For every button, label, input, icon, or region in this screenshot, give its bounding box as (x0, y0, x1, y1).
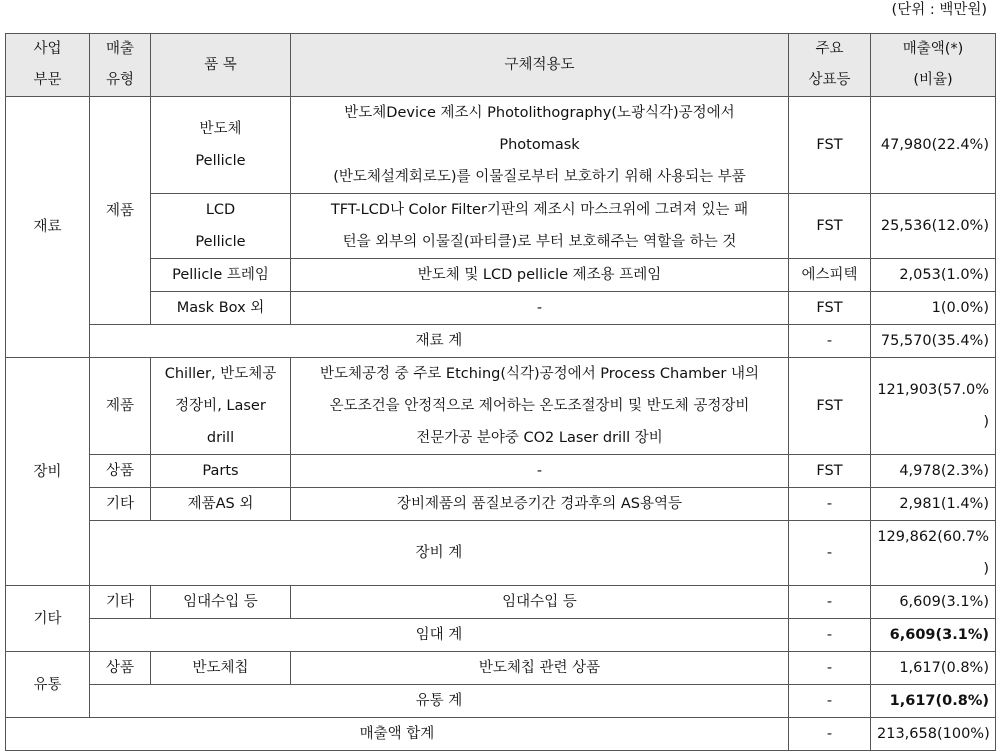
type-cell: 상품 (90, 652, 151, 685)
table-row (6, 292, 996, 325)
table-row (6, 652, 996, 685)
brand-cell: - (789, 685, 871, 718)
type-cell: 제품 (90, 97, 151, 325)
sales-cell: 6,609(3.1%) (871, 619, 996, 652)
segment-cell: 유통 (6, 652, 90, 718)
item-cell: 반도체칩 (151, 652, 291, 685)
item-cell: 임대수입 등 (151, 586, 291, 619)
brand-cell: 에스피텍 (789, 259, 871, 292)
sales-cell: 4,978(2.3%) (871, 455, 996, 488)
subtotal-row (6, 619, 996, 652)
usage-cell: 장비제품의 품질보증기간 경과후의 AS용역등 (291, 488, 789, 521)
type-cell: 제품 (90, 358, 151, 455)
item-cell: 반도체 Pellicle (151, 97, 291, 194)
brand-cell: - (789, 325, 871, 358)
total-row (6, 718, 996, 751)
brand-cell: FST (789, 97, 871, 194)
usage-cell: - (291, 292, 789, 325)
subtotal-label: 재료 계 (90, 325, 789, 358)
table-row (6, 586, 996, 619)
item-cell: 제품AS 외 (151, 488, 291, 521)
sales-cell: 25,536(12.0%) (871, 194, 996, 259)
header-sales-type: 매출 유형 (90, 34, 151, 97)
brand-cell: FST (789, 455, 871, 488)
sales-table (5, 33, 996, 751)
item-cell: Mask Box 외 (151, 292, 291, 325)
item-cell: Pellicle 프레임 (151, 259, 291, 292)
item-cell: Chiller, 반도체공 정장비, Laser drill (151, 358, 291, 455)
brand-cell: FST (789, 292, 871, 325)
table-row (6, 455, 996, 488)
subtotal-row (6, 325, 996, 358)
segment-cell: 기타 (6, 586, 90, 652)
sales-cell: 75,570(35.4%) (871, 325, 996, 358)
sales-cell: 6,609(3.1%) (871, 586, 996, 619)
sales-cell: 2,981(1.4%) (871, 488, 996, 521)
type-cell: 기타 (90, 586, 151, 619)
type-cell: 기타 (90, 488, 151, 521)
brand-cell: - (789, 586, 871, 619)
type-cell: 상품 (90, 455, 151, 488)
brand-cell: - (789, 619, 871, 652)
segment-cell: 재료 (6, 97, 90, 358)
table-row (6, 358, 996, 455)
brand-cell: FST (789, 358, 871, 455)
brand-cell: FST (789, 194, 871, 259)
sales-cell: 121,903(57.0% ) (871, 358, 996, 455)
brand-cell: - (789, 718, 871, 751)
sales-cell: 47,980(22.4%) (871, 97, 996, 194)
table-row (6, 97, 996, 194)
table-row (6, 194, 996, 259)
usage-cell: 반도체칩 관련 상품 (291, 652, 789, 685)
table-row (6, 488, 996, 521)
header-item: 품 목 (151, 34, 291, 97)
total-label: 매출액 합계 (6, 718, 789, 751)
header-brand: 주요 상표등 (789, 34, 871, 97)
header-usage: 구체적용도 (291, 34, 789, 97)
subtotal-row (6, 521, 996, 586)
brand-cell: - (789, 488, 871, 521)
usage-cell: - (291, 455, 789, 488)
sales-cell: 1,617(0.8%) (871, 685, 996, 718)
subtotal-label: 임대 계 (90, 619, 789, 652)
usage-cell: TFT-LCD나 Color Filter기판의 제조시 마스크위에 그려져 있는 패 턴을 외부의 이물질(파티클)로 부터 보호해주는 역할을 하는 것 (291, 194, 789, 259)
brand-cell: - (789, 652, 871, 685)
usage-cell: 반도체공정 중 주로 Etching(식각)공정에서 Process Chamber 내의 온도조건을 안정적으로 제어하는 온도조절장비 및 반도체 공정장비 전문가공 분야중 CO2 Laser drill 장비 (291, 358, 789, 455)
segment-cell: 장비 (6, 358, 90, 586)
item-cell: LCD Pellicle (151, 194, 291, 259)
header-segment: 사업 부문 (6, 34, 90, 97)
sales-cell: 213,658(100%) (871, 718, 996, 751)
subtotal-row (6, 685, 996, 718)
sales-cell: 129,862(60.7% ) (871, 521, 996, 586)
item-cell: Parts (151, 455, 291, 488)
usage-cell: 임대수입 등 (291, 586, 789, 619)
header-sales: 매출액(*) (비율) (871, 34, 996, 97)
unit-note: (단위 : 백만원) (891, 2, 987, 18)
sales-cell: 1(0.0%) (871, 292, 996, 325)
sales-cell: 2,053(1.0%) (871, 259, 996, 292)
brand-cell: - (789, 521, 871, 586)
usage-cell: 반도체Device 제조시 Photolithography(노광식각)공정에서 Photomask (반도체설계회로도)를 이물질로부터 보호하기 위해 사용되는 부품 (291, 97, 789, 194)
usage-cell: 반도체 및 LCD pellicle 제조용 프레임 (291, 259, 789, 292)
sales-cell: 1,617(0.8%) (871, 652, 996, 685)
header-row (6, 34, 996, 97)
subtotal-label: 유통 계 (90, 685, 789, 718)
table-row (6, 259, 996, 292)
subtotal-label: 장비 계 (90, 521, 789, 586)
